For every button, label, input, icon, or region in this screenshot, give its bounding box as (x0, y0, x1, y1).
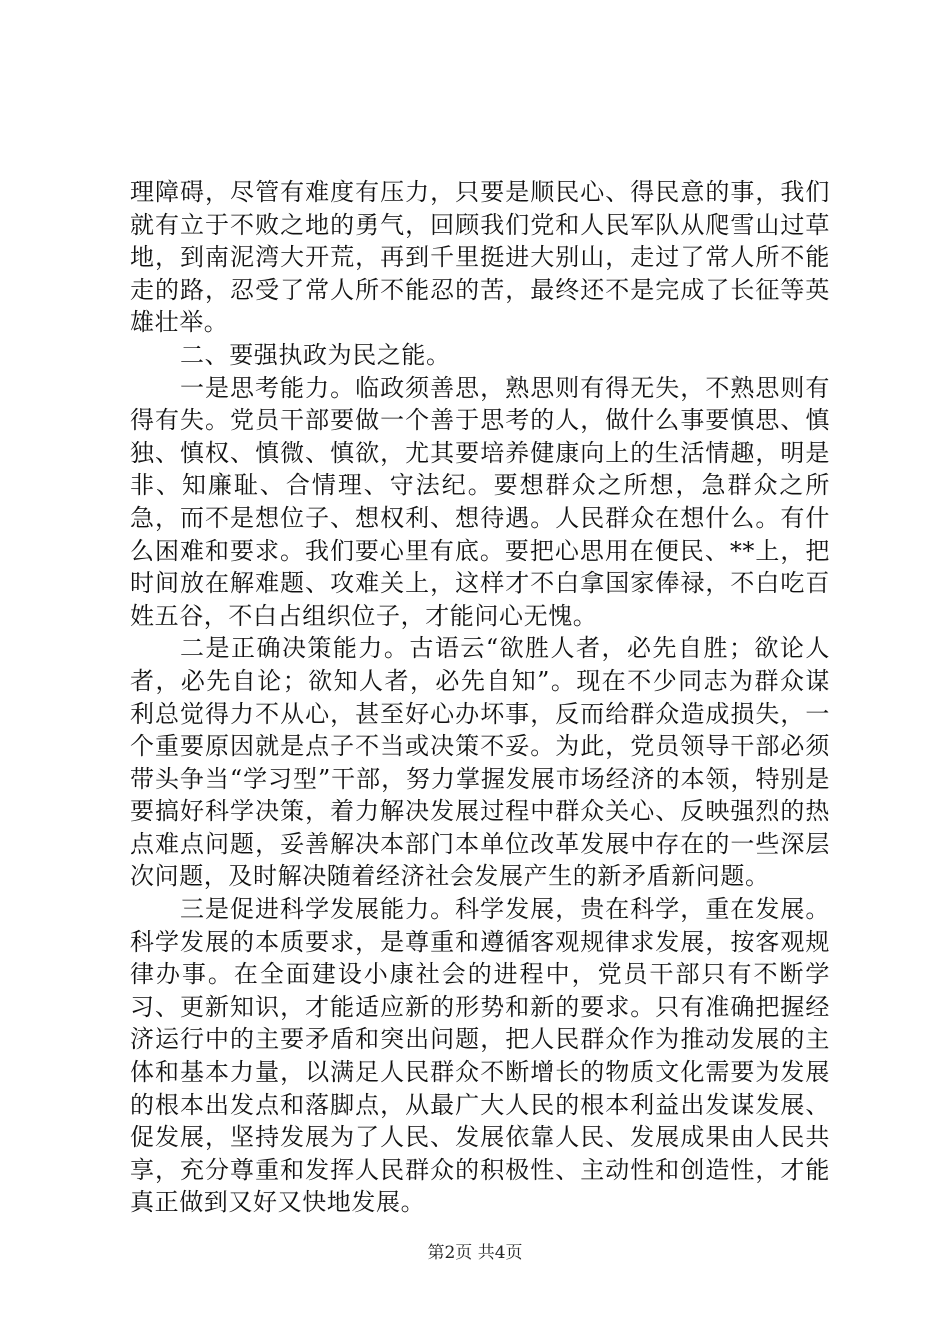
paragraph-continuation: 理障碍，尽管有难度有压力，只要是顺民心、得民意的事，我们就有立于不败之地的勇气，回顾我们党和人民军队从爬雪山过草地，到南泥湾大开荒，再到千里挺进大别山，走过了常人所不能走的路，忍受了常人所不能忍的苦，最终还不是完成了长征等英雄壮举。 (130, 178, 830, 337)
paragraph-thinking-ability: 一是思考能力。临政须善思，熟思则有得无失，不熟思则有得有失。党员干部要做一个善于思考的人，做什么事要慎思、慎独、慎权、慎微、慎欲，尤其要培养健康向上的生活情趣，明是非、知廉耻、合情理、守法纪。要想群众之所想，急群众之所急，而不是想位子、想权利、想待遇。人民群众在想什么。有什么困难和要求。我们要心里有底。要把心思用在便民、**上，把时间放在解难题、攻难关上，这样才不白拿国家俸禄，不白吃百姓五谷，不白占组织位子，才能问心无愧。 (130, 373, 830, 630)
document-body (130, 176, 830, 1219)
section-heading: 二、要强执政为民之能。 (180, 340, 451, 369)
paragraph-decision-ability: 二是正确决策能力。古语云“欲胜人者，必先自胜；欲论人者，必先自论；欲知人者，必先自知”。现在不少同志为群众谋利总觉得力不从心，甚至好心办坏事，反而给群众造成损失，一个重要原因就是点子不当或决策不妥。为此，党员领导干部必须带头争当“学习型”干部，努力掌握发展市场经济的本领，特别是要搞好科学决策，着力解决发展过程中群众关心、反映强烈的热点难点问题，妥善解决本部门本单位改革发展中存在的一些深层次问题，及时解决随着经济社会发展产生的新矛盾新问题。 (130, 634, 830, 891)
paragraph-development-ability: 三是促进科学发展能力。科学发展，贵在科学，重在发展。科学发展的本质要求，是尊重和遵循客观规律求发展，按客观规律办事。在全面建设小康社会的进程中，党员干部只有不断学习、更新知识，才能适应新的形势和新的要求。只有准确把握经济运行中的主要矛盾和突出问题，把人民群众作为推动发展的主体和基本力量，以满足人民群众不断增长的物质文化需要为发展的根本出发点和落脚点，从最广大人民的根本利益出发谋发展、促发展，坚持发展为了人民、发展依靠人民、发展成果由人民共享，充分尊重和发挥人民群众的积极性、主动性和创造性，才能真正做到又好又快地发展。 (130, 895, 830, 1217)
page-footer: 第2页 共4页 (427, 1243, 523, 1263)
